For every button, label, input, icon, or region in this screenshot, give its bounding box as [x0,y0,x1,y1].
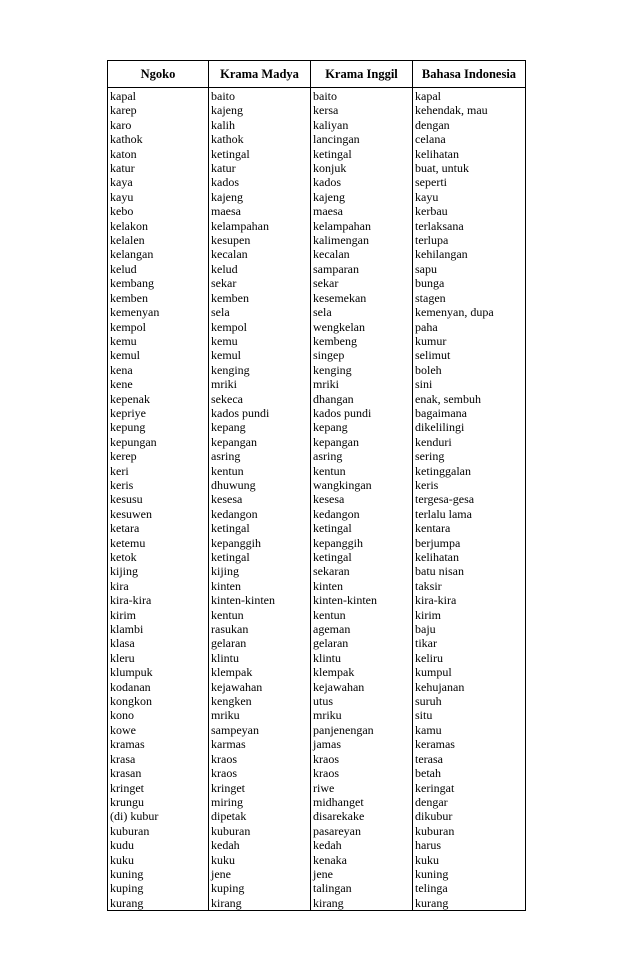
ngoko-cell: kuping [108,881,209,895]
table-row [108,564,526,578]
bahasa-indonesia-cell: dengan [413,118,526,132]
table-row [108,492,526,506]
krama-inggil-cell: ketingal [311,147,413,161]
bahasa-indonesia-cell: kelihatan [413,147,526,161]
krama-madya-cell: kados [209,175,311,189]
krama-madya-cell: sampeyan [209,723,311,737]
krama-madya-cell: rasukan [209,622,311,636]
krama-madya-cell: kinten-kinten [209,593,311,607]
ngoko-cell: kemul [108,348,209,362]
ngoko-cell: kathok [108,132,209,146]
bahasa-indonesia-cell: kehujanan [413,680,526,694]
krama-madya-cell: kempol [209,320,311,334]
bahasa-indonesia-cell: berjumpa [413,536,526,550]
krama-madya-cell: dhuwung [209,478,311,492]
krama-inggil-cell: kentun [311,608,413,622]
table-row [108,579,526,593]
ngoko-cell: krasa [108,752,209,766]
krama-inggil-cell: kersa [311,103,413,117]
krama-madya-cell: kentun [209,464,311,478]
table-row [108,680,526,694]
krama-madya-cell: mriku [209,708,311,722]
krama-madya-cell: klempak [209,665,311,679]
ngoko-cell: kapal [108,88,209,104]
ngoko-cell: karo [108,118,209,132]
ngoko-cell: kelalen [108,233,209,247]
table-row [108,881,526,895]
table-row [108,276,526,290]
bahasa-indonesia-cell: kentara [413,521,526,535]
bahasa-indonesia-cell: terlalu lama [413,507,526,521]
table-row [108,723,526,737]
krama-inggil-cell: samparan [311,262,413,276]
table-row [108,320,526,334]
table-row [108,334,526,348]
krama-inggil-cell: pasareyan [311,824,413,838]
krama-inggil-cell: midhanget [311,795,413,809]
krama-madya-cell: kados pundi [209,406,311,420]
bahasa-indonesia-cell: kira-kira [413,593,526,607]
krama-inggil-cell: baito [311,88,413,104]
krama-inggil-cell: klintu [311,651,413,665]
krama-madya-cell: jene [209,867,311,881]
krama-inggil-cell: mriku [311,708,413,722]
bahasa-indonesia-cell: kehilangan [413,247,526,261]
ngoko-cell: kodanan [108,680,209,694]
krama-inggil-cell: kentun [311,464,413,478]
ngoko-cell: kijing [108,564,209,578]
krama-madya-cell: mriki [209,377,311,391]
krama-inggil-cell: singep [311,348,413,362]
ngoko-cell: kleru [108,651,209,665]
krama-inggil-cell: kejawahan [311,680,413,694]
krama-madya-cell: kirang [209,896,311,911]
table-row [108,795,526,809]
krama-inggil-cell: kados pundi [311,406,413,420]
bahasa-indonesia-cell: kapal [413,88,526,104]
ngoko-cell: klumpuk [108,665,209,679]
krama-madya-cell: dipetak [209,809,311,823]
table-row [108,651,526,665]
bahasa-indonesia-cell: baju [413,622,526,636]
bahasa-indonesia-cell: dengar [413,795,526,809]
ngoko-cell: kemenyan [108,305,209,319]
ngoko-cell: katur [108,161,209,175]
krama-inggil-cell: kedangon [311,507,413,521]
ngoko-cell: klasa [108,636,209,650]
krama-inggil-cell: kepangan [311,435,413,449]
table-row [108,449,526,463]
krama-inggil-cell: dhangan [311,392,413,406]
krama-inggil-cell: sekar [311,276,413,290]
bahasa-indonesia-cell: sini [413,377,526,391]
bahasa-indonesia-cell: selimut [413,348,526,362]
bahasa-indonesia-cell: sapu [413,262,526,276]
table-row [108,824,526,838]
bahasa-indonesia-cell: taksir [413,579,526,593]
bahasa-indonesia-cell: keris [413,478,526,492]
ngoko-cell: kudu [108,838,209,852]
ngoko-cell: kepung [108,420,209,434]
krama-madya-cell: kijing [209,564,311,578]
krama-madya-cell: kemu [209,334,311,348]
ngoko-cell: kepungan [108,435,209,449]
krama-inggil-cell: kraos [311,766,413,780]
bahasa-indonesia-cell: kumpul [413,665,526,679]
bahasa-indonesia-cell: terlupa [413,233,526,247]
table-row [108,420,526,434]
ngoko-cell: kira [108,579,209,593]
bahasa-indonesia-cell: boleh [413,363,526,377]
bahasa-indonesia-cell: buat, untuk [413,161,526,175]
bahasa-indonesia-cell: bunga [413,276,526,290]
bahasa-indonesia-cell: stagen [413,291,526,305]
krama-madya-cell: kringet [209,781,311,795]
bahasa-indonesia-cell: paha [413,320,526,334]
bahasa-indonesia-cell: enak, sembuh [413,392,526,406]
ngoko-cell: kowe [108,723,209,737]
krama-madya-cell: kecalan [209,247,311,261]
bahasa-indonesia-cell: tergesa-gesa [413,492,526,506]
krama-inggil-cell: kinten [311,579,413,593]
krama-inggil-cell: kinten-kinten [311,593,413,607]
bahasa-indonesia-cell: kerbau [413,204,526,218]
ngoko-cell: kramas [108,737,209,751]
krama-madya-cell: kemul [209,348,311,362]
ngoko-cell: (di) kubur [108,809,209,823]
krama-inggil-cell: lancingan [311,132,413,146]
krama-madya-cell: kepangan [209,435,311,449]
bahasa-indonesia-cell: terasa [413,752,526,766]
krama-inggil-cell: kepanggih [311,536,413,550]
krama-inggil-cell: kedah [311,838,413,852]
table-row [108,708,526,722]
table-row [108,752,526,766]
ngoko-cell: kelud [108,262,209,276]
table-row [108,737,526,751]
krama-madya-cell: kemben [209,291,311,305]
ngoko-cell: kuku [108,853,209,867]
bahasa-indonesia-cell: kayu [413,190,526,204]
table-row [108,377,526,391]
ngoko-cell: klambi [108,622,209,636]
krama-inggil-cell: kraos [311,752,413,766]
krama-inggil-cell: kenging [311,363,413,377]
krama-inggil-cell: kirang [311,896,413,911]
ngoko-cell: kebo [108,204,209,218]
bahasa-indonesia-cell: kamu [413,723,526,737]
bahasa-indonesia-cell: batu nisan [413,564,526,578]
table-row [108,636,526,650]
bahasa-indonesia-cell: terlaksana [413,219,526,233]
krama-madya-cell: kentun [209,608,311,622]
table-row [108,665,526,679]
bahasa-indonesia-cell: kehendak, mau [413,103,526,117]
krama-madya-cell: ketingal [209,550,311,564]
ngoko-cell: kena [108,363,209,377]
ngoko-cell: kembang [108,276,209,290]
krama-inggil-cell: konjuk [311,161,413,175]
ngoko-cell: kelangan [108,247,209,261]
ngoko-cell: kirim [108,608,209,622]
table-row [108,435,526,449]
bahasa-indonesia-cell: celana [413,132,526,146]
table-row [108,348,526,362]
table-row [108,88,526,104]
ngoko-cell: krungu [108,795,209,809]
bahasa-indonesia-cell: kelihatan [413,550,526,564]
ngoko-cell: keri [108,464,209,478]
krama-madya-cell: klintu [209,651,311,665]
krama-madya-cell: kenging [209,363,311,377]
krama-madya-cell: sekeca [209,392,311,406]
krama-inggil-cell: klempak [311,665,413,679]
krama-madya-cell: kajeng [209,190,311,204]
krama-madya-cell: kejawahan [209,680,311,694]
krama-inggil-cell: kembeng [311,334,413,348]
table-row [108,161,526,175]
krama-inggil-cell: jene [311,867,413,881]
krama-madya-cell: kuping [209,881,311,895]
bahasa-indonesia-cell: seperti [413,175,526,189]
krama-madya-cell: ketingal [209,521,311,535]
table-row [108,305,526,319]
ngoko-cell: kayu [108,190,209,204]
krama-inggil-cell: kados [311,175,413,189]
ngoko-cell: kempol [108,320,209,334]
table-row [108,896,526,911]
table-row [108,694,526,708]
table-row [108,507,526,521]
ngoko-cell: kesuwen [108,507,209,521]
table-row [108,118,526,132]
ngoko-cell: ketemu [108,536,209,550]
table-row [108,536,526,550]
krama-inggil-cell: kesemekan [311,291,413,305]
krama-madya-cell: kraos [209,766,311,780]
ngoko-cell: kringet [108,781,209,795]
krama-inggil-cell: kepang [311,420,413,434]
table-row [108,809,526,823]
ngoko-cell: kuburan [108,824,209,838]
bahasa-indonesia-cell: kurang [413,896,526,911]
krama-madya-cell: kajeng [209,103,311,117]
ngoko-cell: kemben [108,291,209,305]
table-row [108,392,526,406]
table-row [108,464,526,478]
header-ngoko: Ngoko [108,61,209,88]
ngoko-cell: kaya [108,175,209,189]
ngoko-cell: kurang [108,896,209,911]
table-row [108,406,526,420]
ngoko-cell: kira-kira [108,593,209,607]
ngoko-cell: kerep [108,449,209,463]
header-bahasa-indonesia: Bahasa Indonesia [413,61,526,88]
bahasa-indonesia-cell: keramas [413,737,526,751]
krama-madya-cell: baito [209,88,311,104]
krama-inggil-cell: sela [311,305,413,319]
table-row [108,766,526,780]
table-row [108,175,526,189]
krama-madya-cell: ketingal [209,147,311,161]
table-row [108,132,526,146]
header-krama-inggil: Krama Inggil [311,61,413,88]
bahasa-indonesia-cell: kuburan [413,824,526,838]
krama-madya-cell: katur [209,161,311,175]
bahasa-indonesia-cell: sering [413,449,526,463]
ngoko-cell: kepenak [108,392,209,406]
krama-madya-cell: kepang [209,420,311,434]
krama-inggil-cell: kesesa [311,492,413,506]
bahasa-indonesia-cell: dikelilingi [413,420,526,434]
krama-madya-cell: kesupen [209,233,311,247]
bahasa-indonesia-cell: keringat [413,781,526,795]
krama-inggil-cell: kelampahan [311,219,413,233]
table-row [108,608,526,622]
krama-inggil-cell: talingan [311,881,413,895]
ngoko-cell: kono [108,708,209,722]
krama-inggil-cell: utus [311,694,413,708]
krama-inggil-cell: kalimengan [311,233,413,247]
bahasa-indonesia-cell: kumur [413,334,526,348]
table-row [108,521,526,535]
krama-inggil-cell: panjenengan [311,723,413,737]
bahasa-indonesia-cell: kuning [413,867,526,881]
krama-madya-cell: kraos [209,752,311,766]
ngoko-cell: kesusu [108,492,209,506]
krama-inggil-cell: kenaka [311,853,413,867]
krama-madya-cell: sela [209,305,311,319]
ngoko-cell: katon [108,147,209,161]
krama-madya-cell: kuku [209,853,311,867]
ngoko-cell: kuning [108,867,209,881]
table-row [108,233,526,247]
ngoko-cell: keris [108,478,209,492]
krama-madya-cell: kinten [209,579,311,593]
table-row [108,262,526,276]
krama-madya-cell: kuburan [209,824,311,838]
ngoko-cell: kongkon [108,694,209,708]
ngoko-cell: kene [108,377,209,391]
krama-madya-cell: asring [209,449,311,463]
table-row [108,247,526,261]
krama-inggil-cell: asring [311,449,413,463]
bahasa-indonesia-cell: kemenyan, dupa [413,305,526,319]
bahasa-indonesia-cell: harus [413,838,526,852]
table-row [108,838,526,852]
ngoko-cell: kelakon [108,219,209,233]
bahasa-indonesia-cell: kuku [413,853,526,867]
krama-inggil-cell: gelaran [311,636,413,650]
table-header-row [108,61,526,88]
bahasa-indonesia-cell: ketinggalan [413,464,526,478]
krama-inggil-cell: mriki [311,377,413,391]
krama-inggil-cell: riwe [311,781,413,795]
krama-madya-cell: kalih [209,118,311,132]
table-row [108,219,526,233]
table-row [108,147,526,161]
table-row [108,853,526,867]
krama-madya-cell: karmas [209,737,311,751]
table-row [108,190,526,204]
krama-inggil-cell: ketingal [311,550,413,564]
vocabulary-table [107,60,526,911]
bahasa-indonesia-cell: suruh [413,694,526,708]
krama-madya-cell: gelaran [209,636,311,650]
bahasa-indonesia-cell: bagaimana [413,406,526,420]
krama-inggil-cell: sekaran [311,564,413,578]
bahasa-indonesia-cell: dikubur [413,809,526,823]
krama-madya-cell: kedah [209,838,311,852]
krama-madya-cell: kesesa [209,492,311,506]
bahasa-indonesia-cell: kirim [413,608,526,622]
krama-madya-cell: kepanggih [209,536,311,550]
table-row [108,204,526,218]
krama-inggil-cell: kaliyan [311,118,413,132]
krama-inggil-cell: kecalan [311,247,413,261]
table-row [108,867,526,881]
krama-madya-cell: kengken [209,694,311,708]
krama-madya-cell: miring [209,795,311,809]
krama-inggil-cell: ketingal [311,521,413,535]
table-row [108,291,526,305]
bahasa-indonesia-cell: situ [413,708,526,722]
bahasa-indonesia-cell: telinga [413,881,526,895]
krama-madya-cell: kedangon [209,507,311,521]
krama-inggil-cell: maesa [311,204,413,218]
ngoko-cell: karep [108,103,209,117]
ngoko-cell: kepriye [108,406,209,420]
bahasa-indonesia-cell: tikar [413,636,526,650]
ngoko-cell: kemu [108,334,209,348]
table-row [108,550,526,564]
krama-inggil-cell: kajeng [311,190,413,204]
bahasa-indonesia-cell: betah [413,766,526,780]
ngoko-cell: ketok [108,550,209,564]
krama-madya-cell: kelud [209,262,311,276]
krama-inggil-cell: ageman [311,622,413,636]
table-row [108,478,526,492]
krama-madya-cell: maesa [209,204,311,218]
table-row [108,622,526,636]
krama-madya-cell: kelampahan [209,219,311,233]
krama-inggil-cell: wangkingan [311,478,413,492]
krama-inggil-cell: wengkelan [311,320,413,334]
ngoko-cell: ketara [108,521,209,535]
bahasa-indonesia-cell: kenduri [413,435,526,449]
krama-madya-cell: sekar [209,276,311,290]
table-row [108,103,526,117]
header-krama-madya: Krama Madya [209,61,311,88]
krama-madya-cell: kathok [209,132,311,146]
krama-inggil-cell: jamas [311,737,413,751]
ngoko-cell: krasan [108,766,209,780]
table-body [108,88,526,911]
table-row [108,593,526,607]
table-row [108,363,526,377]
krama-inggil-cell: disarekake [311,809,413,823]
table-row [108,781,526,795]
bahasa-indonesia-cell: keliru [413,651,526,665]
